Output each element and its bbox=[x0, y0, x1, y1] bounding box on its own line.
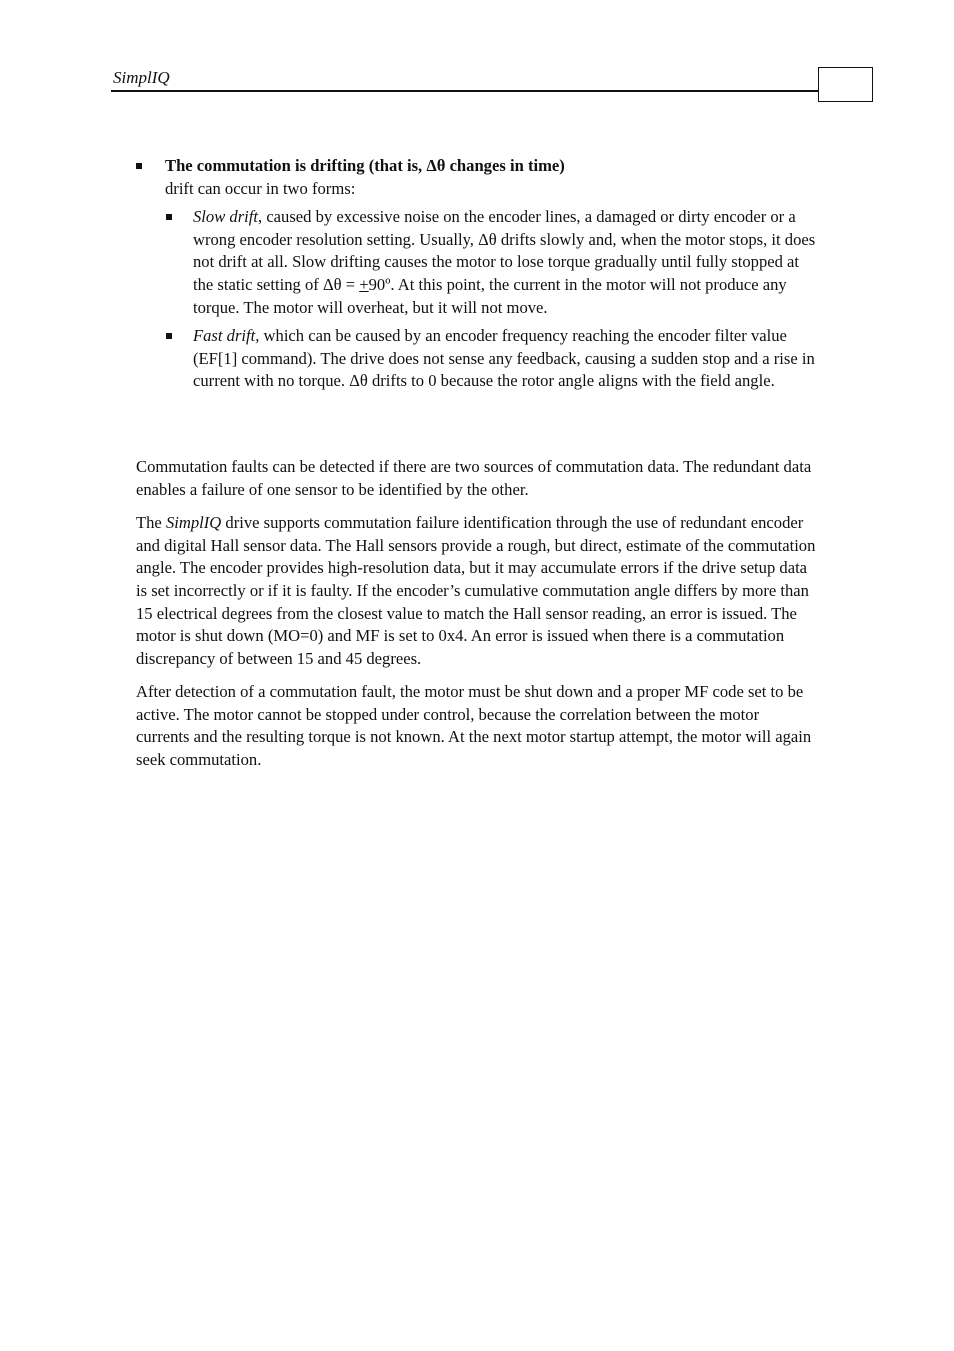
bullet-intro: drift can occur in two forms: bbox=[165, 178, 356, 198]
fast-drift-text: which can be caused by an encoder frequency reaching the encoder filter value (EF[1] command). The drive does not sense any feedback, causing a sudden stop and a rise in current with no torque. Δθ drifts to 0 because the rotor angle aligns with the field angle. bbox=[193, 326, 815, 391]
bullet-marker bbox=[166, 214, 172, 220]
paragraph-detection: Commutation faults can be detected if there are two sources of commutation data. The redundant data enables a failure of one sensor to be identified by the other. bbox=[136, 456, 812, 499]
bullet-heading: The commutation is drifting (that is, Δθ changes in time) bbox=[165, 156, 565, 175]
running-header: SimplIQ bbox=[113, 68, 170, 87]
header-rule bbox=[111, 90, 819, 92]
sub-item-fast-drift bbox=[136, 325, 816, 393]
slow-drift-text-b: 90º. At this point, the current in the motor will not produce any torque. The motor will overheat, but it will not move. bbox=[193, 274, 787, 317]
spacer bbox=[136, 399, 816, 456]
sub-list bbox=[136, 206, 816, 393]
p2-pre: The bbox=[136, 513, 166, 533]
bullet-commutation-drifting bbox=[136, 155, 816, 200]
paragraph-after-detection: After detection of a commutation fault, the motor must be shut down and a proper MF code set to be active. The motor cannot be stopped under control, because the correlation between the motor currents and the resulting torque is not known. At the next motor startup attempt, the motor will again seek commutation. bbox=[136, 682, 812, 770]
paragraph-simpliq-support bbox=[136, 512, 816, 670]
p2-post: drive supports commutation failure identification through the use of redundant encoder and digital Hall sensor data. The Hall sensors provide a rough, but direct, estimate of the commutation angle. The encoder provides high-resolution data, but it may accumulate errors if the drive setup data is set incorrectly or if it is faulty. If the encoder’s cumulative commutation angle differs by more than 15 electrical degrees from the closest value to match the Hall sensor reading, an error is issued. The motor is shut down (MO=0) and MF is set to 0x4. An error is issued when there is a commutation discrepancy of between 15 and 45 degrees. bbox=[136, 513, 816, 668]
term-slow-drift: Slow drift bbox=[193, 207, 259, 227]
bullet-marker bbox=[136, 163, 142, 169]
term-fast-drift: Fast drift, bbox=[193, 326, 260, 346]
page-number-box bbox=[818, 67, 873, 102]
brand-simpliq: SimplIQ bbox=[165, 513, 222, 533]
sub-item-slow-drift bbox=[136, 206, 816, 319]
page-body bbox=[136, 155, 816, 783]
plus-minus-symbol: + bbox=[359, 274, 369, 294]
slow-drift-text-a: , caused by excessive noise on the encoder lines, a damaged or dirty encoder or a wrong encoder resolution setting. Usually, Δθ drifts slowly and, when the motor stops, it does not drift at all. Slow drifting causes the motor to lose torque gradually until fully stopped at the static setting of Δθ = bbox=[193, 207, 816, 294]
bullet-marker bbox=[166, 333, 172, 339]
